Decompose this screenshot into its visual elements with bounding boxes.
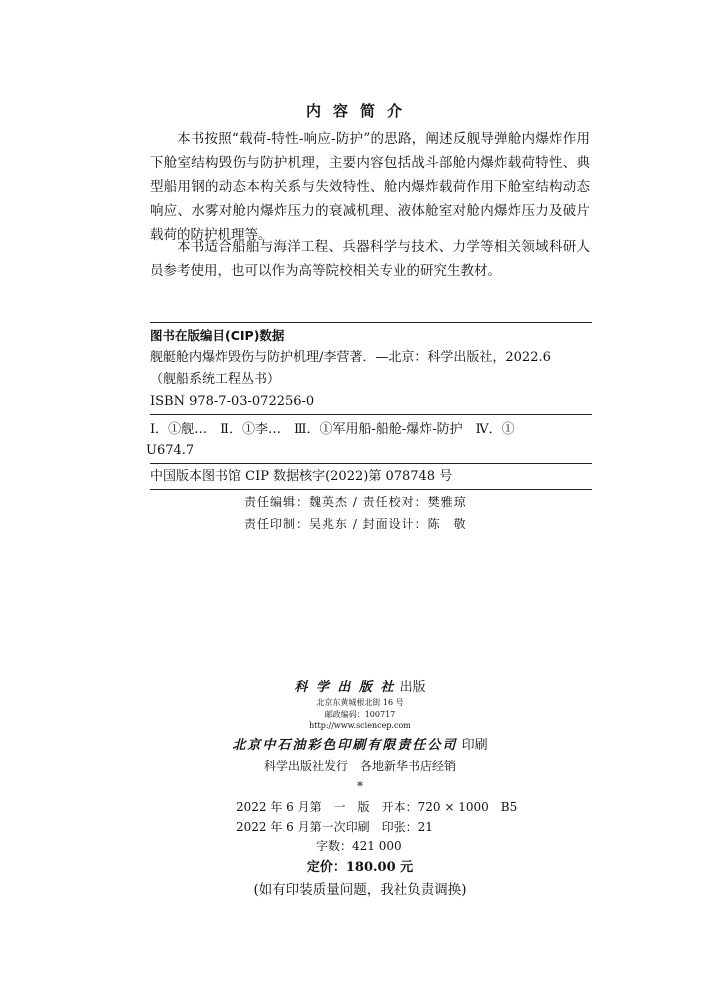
edition-line: 2022 年 6 月第 一 版 开本：720 × 1000 B5 xyxy=(236,800,518,814)
printer-name: 北京中石油彩色印刷有限责任公司 xyxy=(232,738,458,753)
separator-star: * xyxy=(357,779,363,793)
credits-editor: 责任编辑：魏英杰 / 责任校对：樊雅琼 xyxy=(244,495,467,509)
printer-suffix: 印刷 xyxy=(461,738,488,753)
summary-paragraph-2: 本书适合船舶与海洋工程、兵器科学与技术、力学等相关领域科研人员参考使用，也可以作为高等院校相关专业的研究生教材。 xyxy=(150,239,590,279)
distribution-line: 科学出版社发行 各地新华书店经销 xyxy=(263,759,456,773)
cip-mid-rule xyxy=(150,414,592,415)
cip-verification: 中国版本图书馆 CIP 数据核字(2022)第 078748 号 xyxy=(150,469,453,484)
cip-lower-rule xyxy=(150,463,592,464)
publisher-postcode: 邮政编码：100717 xyxy=(324,710,396,719)
publisher-suffix: 出版 xyxy=(399,680,426,695)
publisher-line xyxy=(0,676,720,695)
printer-line xyxy=(0,734,720,753)
cip-heading: 图书在版编目(CIP)数据 xyxy=(150,328,285,343)
printing-line: 2022 年 6 月第一次印刷 印张：21 xyxy=(236,820,433,834)
cip-bibliography: 舰艇舱内爆炸毁伤与防护机理/李营著．—北京：科学出版社，2022.6 xyxy=(150,350,551,365)
credits-printing: 责任印制：吴兆东 / 封面设计：陈 敬 xyxy=(244,517,467,531)
word-count: 字数：421 000 xyxy=(316,839,402,853)
publisher-address: 北京东黄城根北街 16 号 xyxy=(316,698,404,707)
summary-paragraph-1: 本书按照“载荷-特性-响应-防护”的思路，阐述反舰导弹舱内爆炸作用下舱室结构毁伤与防护机理，主要内容包括战斗部舱内爆炸载荷特性、典型船用钢的动态本构关系与失效特性、舱内爆炸载荷作用下舱室结构动态响应、水雾对舱内爆炸压力的衰减机理、液体舱室对舱内爆炸压力及破片载荷的防护机理等。 xyxy=(150,131,590,243)
page-title: 内容简介 xyxy=(305,102,414,120)
publisher-url: http://www.sciencep.com xyxy=(309,721,411,730)
cip-series: （舰船系统工程丛书） xyxy=(150,372,281,387)
quality-note: (如有印装质量问题，我社负责调换) xyxy=(253,882,467,898)
price: 定价：180.00 元 xyxy=(306,860,414,875)
cip-classification: Ⅰ．①舰… Ⅱ．①李… Ⅲ．①军用船-船舱-爆炸-防护 Ⅳ．① xyxy=(150,422,515,437)
publisher-name: 科 学 出 版 社 xyxy=(294,680,396,695)
cip-classification-code: U674.7 xyxy=(146,443,195,458)
cip-bottom-rule xyxy=(150,489,592,490)
cip-top-rule xyxy=(150,322,592,323)
cip-isbn: ISBN 978-7-03-072256-0 xyxy=(150,394,315,409)
